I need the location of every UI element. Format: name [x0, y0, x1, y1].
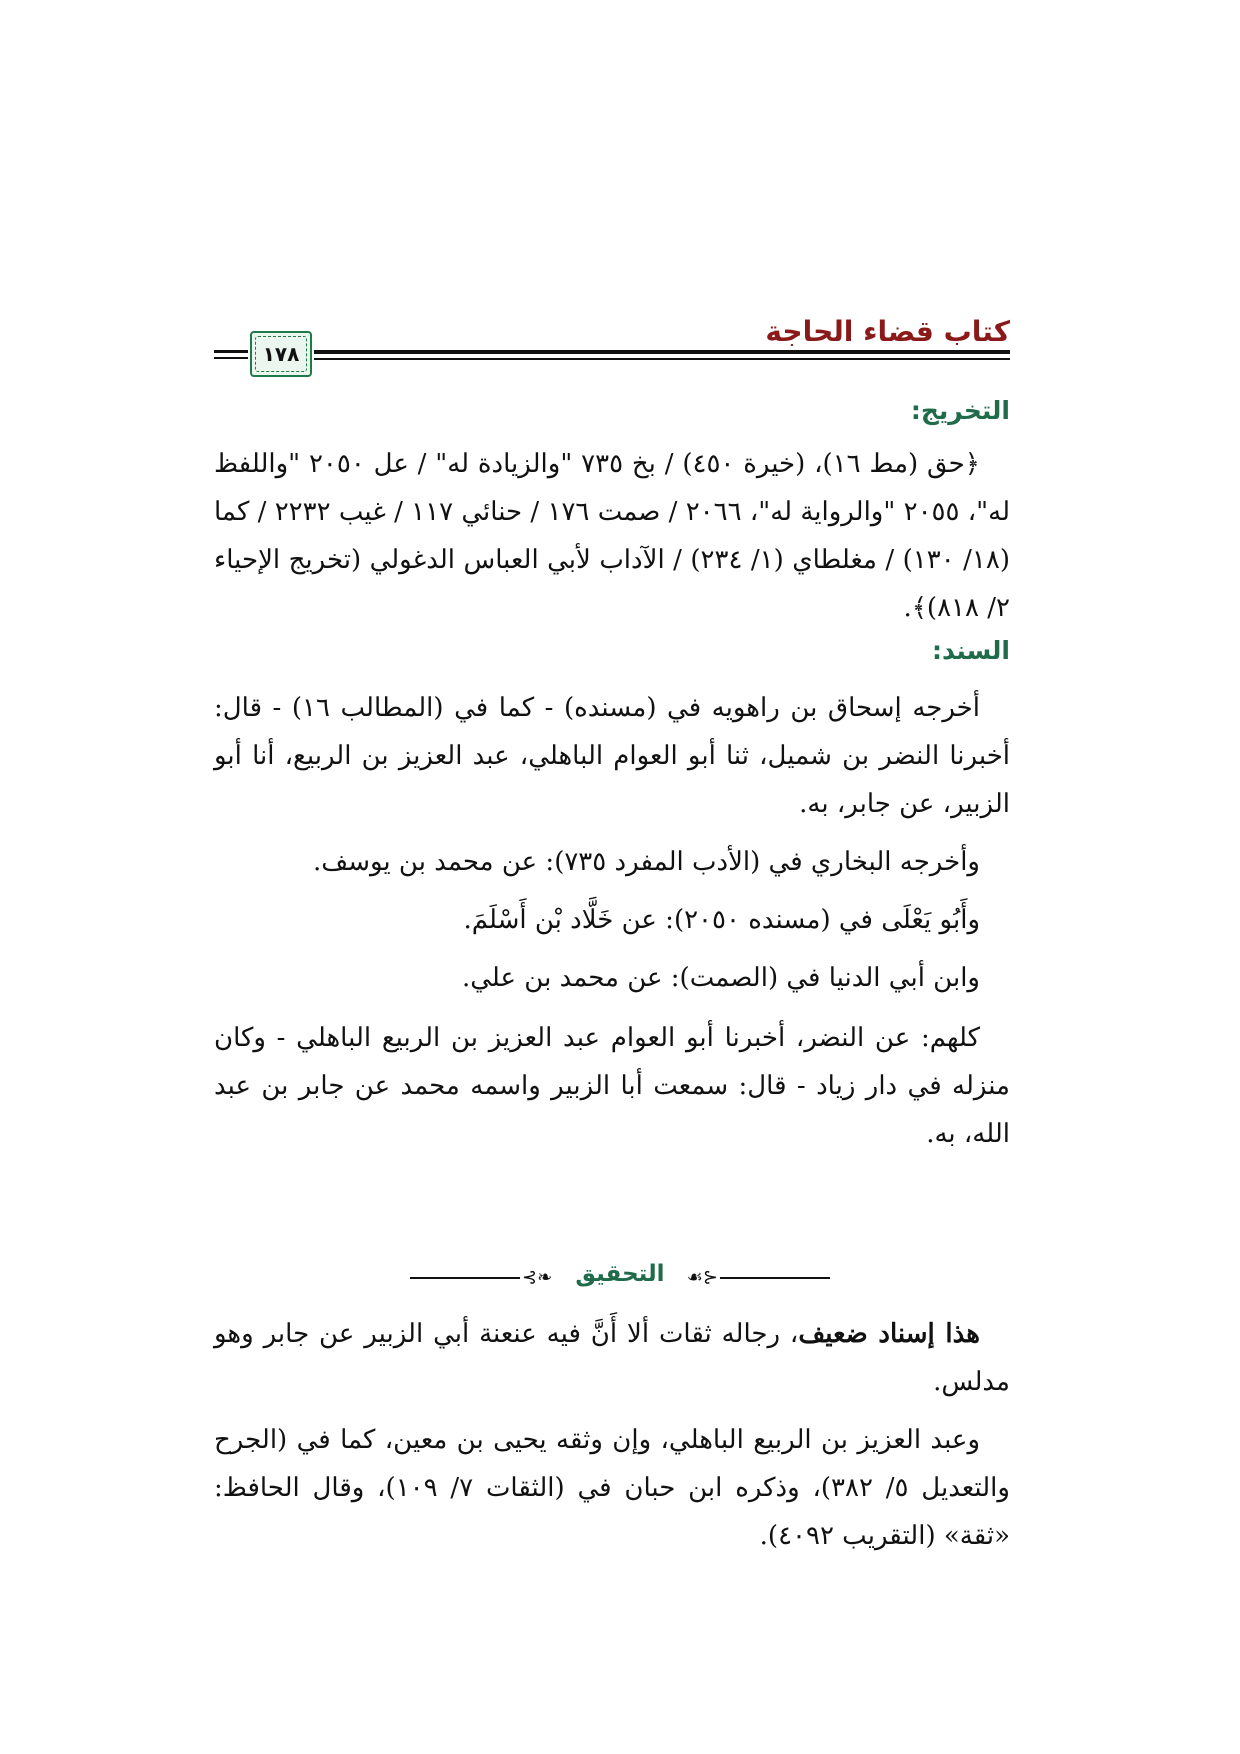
sanad-paragraph-4: وابن أبي الدنيا في (الصمت): عن محمد بن علي.	[461, 963, 980, 993]
tahqiq-verdict: هذا إسناد ضعيف	[798, 1319, 981, 1349]
page-number-badge	[250, 331, 312, 377]
divider-ornament-left: ⊰❧	[522, 1267, 553, 1288]
sanad-paragraph-3: وأَبُو يَعْلَى في (مسنده ٢٠٥٠): عن خَلَّاد بْن أَسْلَمَ.	[463, 905, 980, 935]
sanad-paragraph-2: وأخرجه البخاري في (الأدب المفرد ٧٣٥): عن محمد بن يوسف.	[313, 847, 980, 877]
takhrij-heading: التخريج:	[910, 396, 1010, 425]
header-rule-left-thin	[214, 357, 248, 359]
sanad-paragraph-1: أخرجه إسحاق بن راهويه في (مسنده) - كما في (المطالب ١٦) - قال: أخبرنا النضر بن شميل، ثنا أبو العوام الباهلي، عبد العزيز بن الربيع، أنا أبو الزبير، عن جابر، به.	[214, 693, 1010, 819]
header-rule-left-thick	[214, 350, 248, 353]
tahqiq-paragraph-1	[214, 1310, 1010, 1406]
tahqiq-heading: التحقيق	[575, 1261, 665, 1287]
tahqiq-paragraph-2: وعبد العزيز بن الربيع الباهلي، وإن وثقه يحيى بن معين، كما في (الجرح والتعديل ٥/ ٣٨٢)، وذكره ابن حبان في (الثقات ٧/ ١٠٩)، وقال الحافظ: «ثقة» (التقريب ٤٠٩٢).	[214, 1425, 1010, 1551]
takhrij-paragraph: ﴿حق (مط ١٦)، (خيرة ٤٥٠) / بخ ٧٣٥ "والزيادة له" / عل ٢٠٥٠ "واللفظ له"، ٢٠٥٥ "والرواية له"، ٢٠٦٦ / صمت ١٧٦ / حنائي ١١٧ / غيب ٢٢٣٢ / كما (١٨/ ١٣٠) / مغلطاي (١/ ٢٣٤) / الآداب لأبي العباس الدغولي (تخريج الإحياء ٢/ ٨١٨)﴾.	[214, 449, 1010, 623]
header-rule-thick	[314, 350, 1010, 354]
sanad-heading: السند:	[931, 636, 1010, 665]
page-number: ١٧٨	[262, 342, 300, 366]
tahqiq-divider	[410, 1261, 830, 1289]
header-rule-thin	[314, 358, 1010, 360]
book-title: كتاب قضاء الحاجة	[765, 315, 1010, 348]
sanad-paragraph-5: كلهم: عن النضر، أخبرنا أبو العوام عبد العزيز بن الربيع الباهلي - وكان منزله في دار زياد - قال: سمعت أبا الزبير واسمه محمد عن جابر بن عبد الله، به.	[214, 1023, 1010, 1149]
tahqiq-paragraph-1-rest: ، رجاله ثقات ألا أَنَّ فيه عنعنة أبي الزبير عن جابر وهو مدلس.	[214, 1319, 1010, 1397]
divider-ornament-right: ☙⊱	[686, 1267, 718, 1288]
